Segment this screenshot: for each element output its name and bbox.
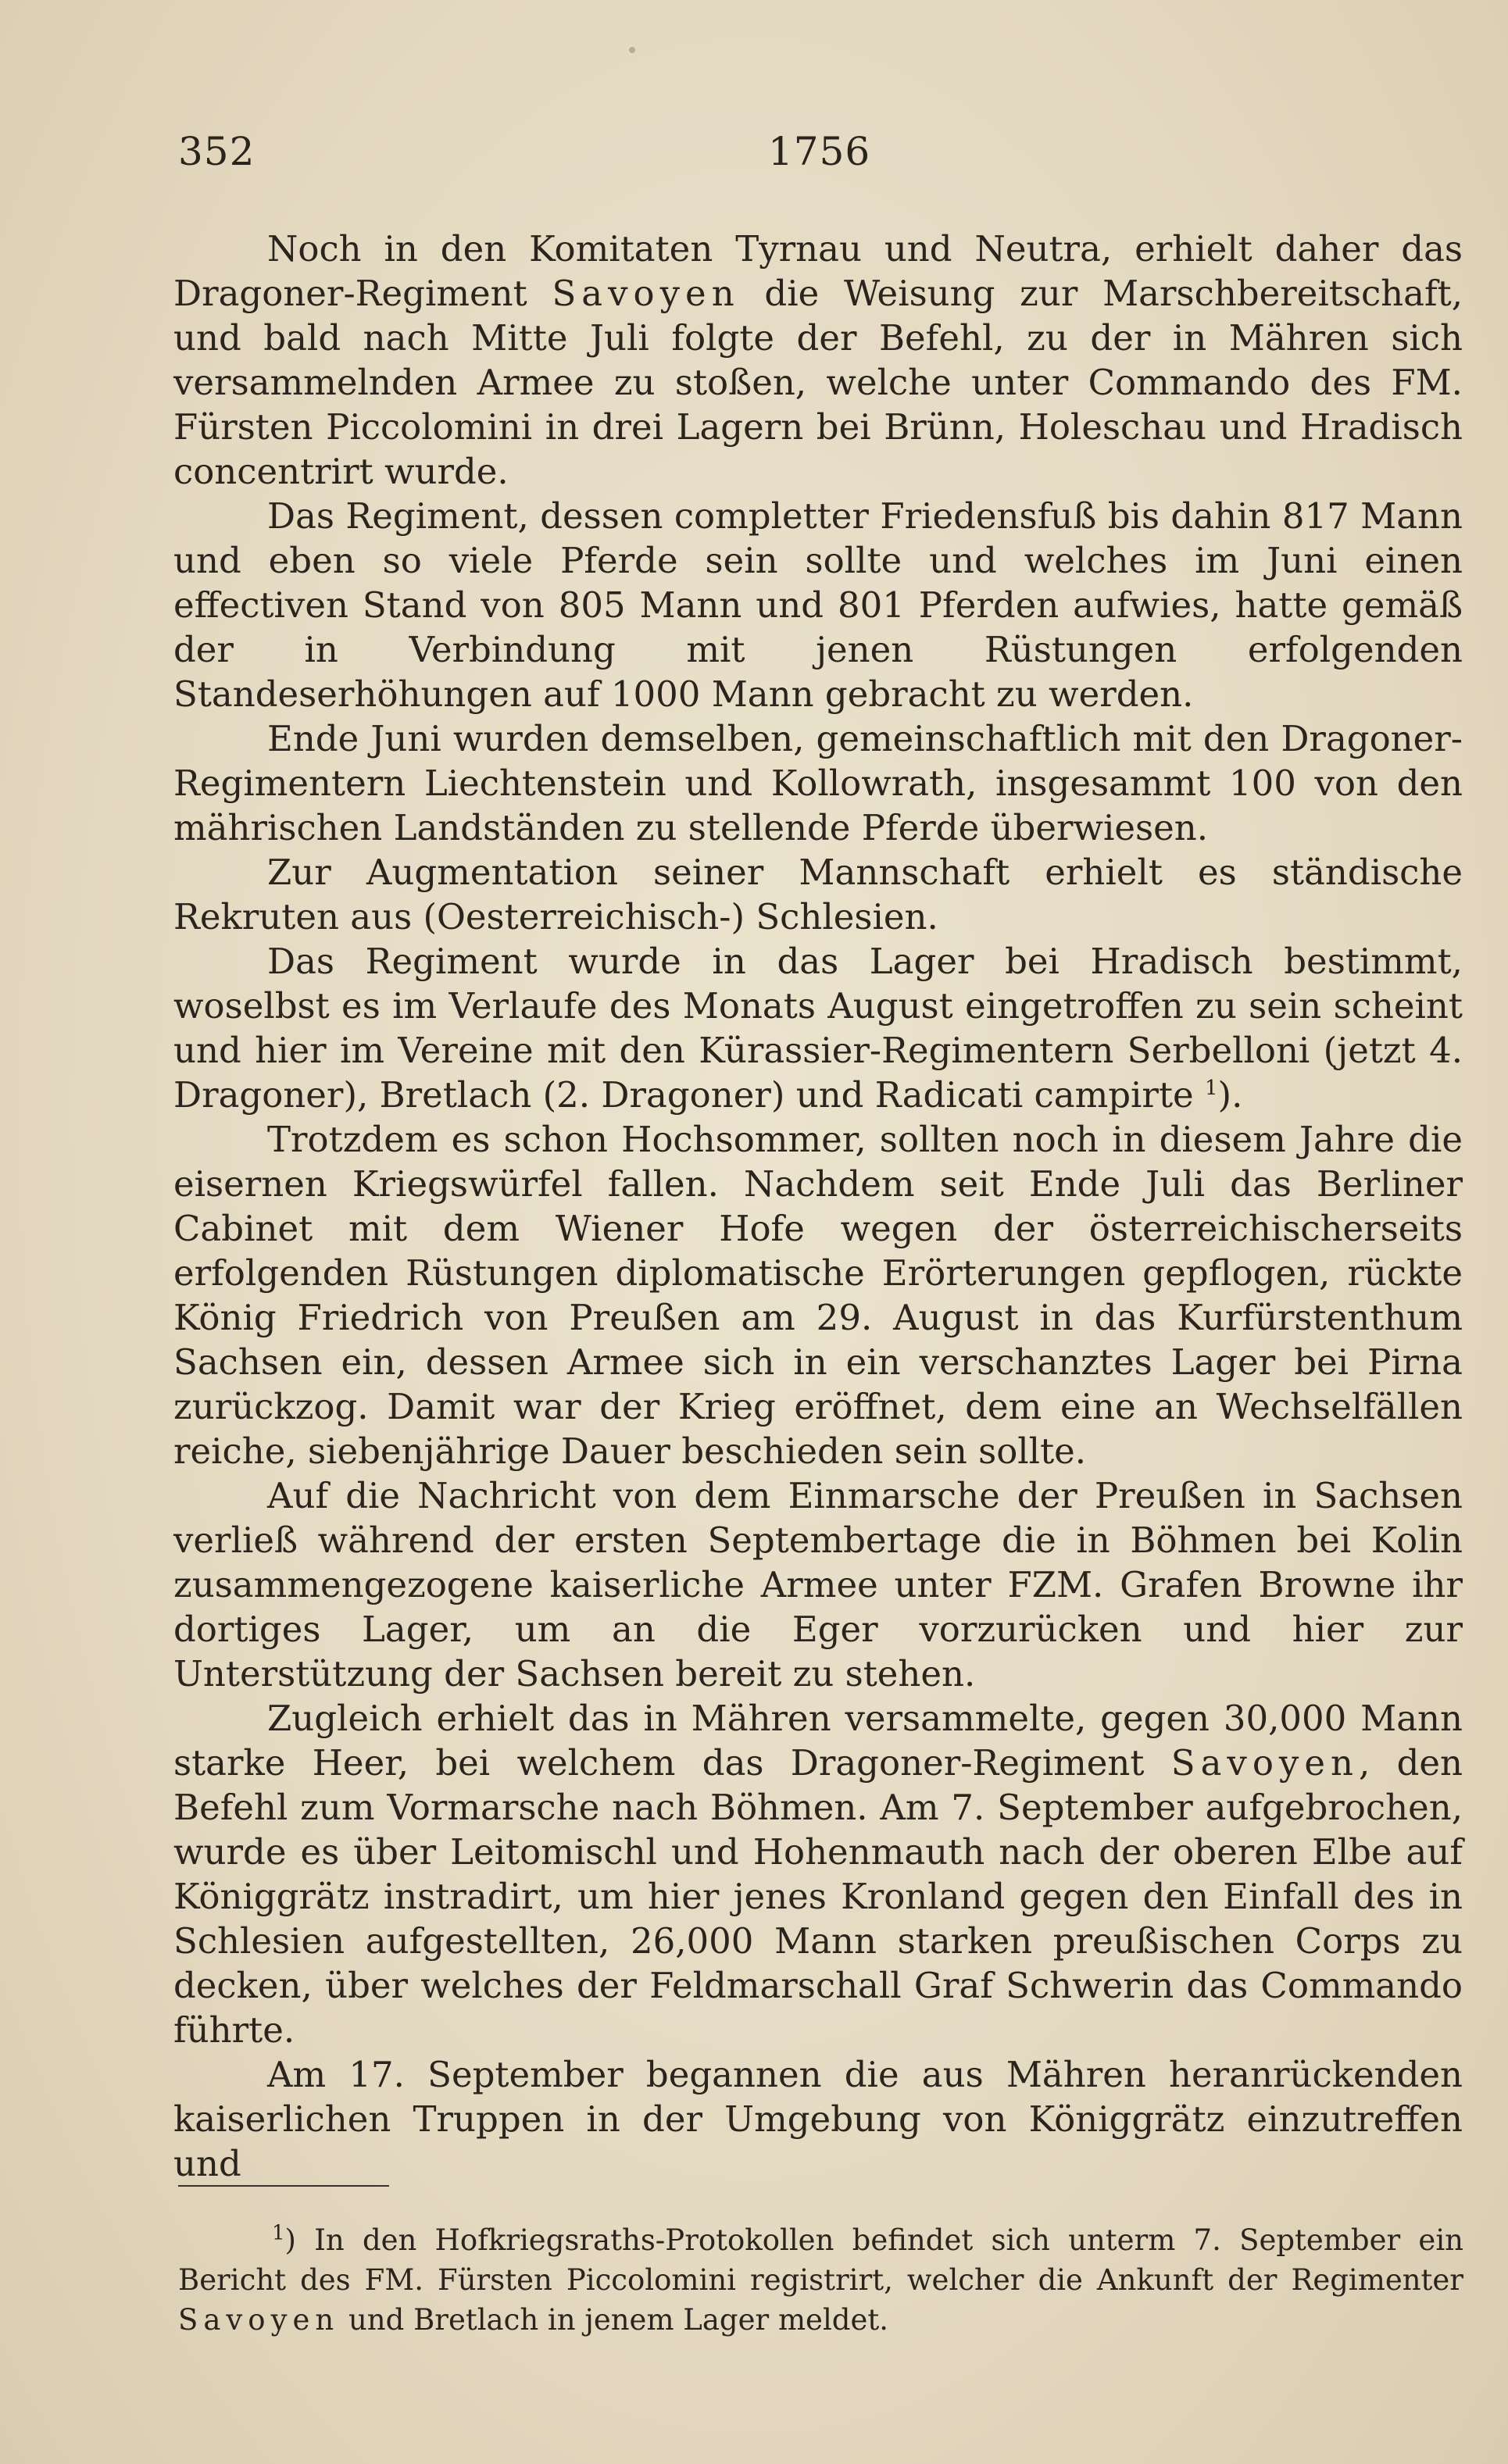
paragraph-1: Noch in den Komitaten Tyrnau und Neutra, erhielt daher das Dragoner-Regiment Savoyen die Weisung zur Marschbereitschaft, und bald nach Mitte Juli folgte der Befehl, zu der in Mähren sich versammelnden Armee zu stoßen, welche unter Commando des FM. Fürsten Piccolomini in drei Lagern bei Brünn, Holeschau und Hradisch concentrirt wurde. [173, 228, 1463, 492]
paragraph-7: Auf die Nachricht von dem Einmarsche der Preußen in Sachsen verließ während der ersten Septembertage die in Böhmen bei Kolin zusammengezogene kaiserliche Armee unter FZM. Grafen Browne ihr dortiges Lager, um an die Eger vorzurücken und hier zur Unterstützung der Sachsen bereit zu stehen. [173, 1475, 1463, 1694]
body-text [173, 227, 1463, 2186]
footnote-reference: 1 [1204, 1077, 1218, 1100]
running-title-year: 1756 [768, 129, 871, 174]
regiment-name: Savoyen [1170, 1742, 1359, 1784]
paragraph-5: Das Regiment wurde in das Lager bei Hradisch bestimmt, woselbst es im Verlaufe des Monats August eingetroffen zu sein scheint und hier im Vereine mit den Kürassier-Regimentern Serbelloni (jetzt 4. Dragoner), Bretlach (2. Dragoner) und Radicati campirte $^1$). [173, 941, 1463, 1116]
paragraph-8: Zugleich erhielt das in Mähren versammelte, gegen 30,000 Mann starke Heer, bei welchem das Dragoner-Regiment Savoyen, den Befehl zum Vormarsche nach Böhmen. Am 7. September aufgebrochen, wurde es über Leitomischl und Hohenmauth nach der oberen Elbe auf Königgrätz instradirt, um hier jenes Kronland gegen den Einfall des in Schlesien aufgestellten, 26,000 Mann starken preußischen Corps zu decken, über welches der Feldmarschall Graf Schwerin das Commando führte. [173, 1698, 1463, 2051]
paragraph-9: Am 17. September begannen die aus Mähren heranrückenden kaiserlichen Truppen in der Umgebung von Königgrätz einzutreffen und [173, 2054, 1463, 2184]
paragraph-4: Zur Augmentation seiner Mannschaft erhielt es ständische Rekruten aus (Oesterreichisch-) Schlesien. [173, 852, 1463, 937]
paragraph-6: Trotzdem es schon Hochsommer, sollten noch in diesem Jahre die eisernen Kriegswürfel fallen. Nachdem seit Ende Juli das Berliner Cabinet mit dem Wiener Hofe wegen der österreichischerseits erfolgenden Rüstungen diplomatische Erörterungen gepflogen, rückte König Friedrich von Preußen am 29. August in das Kurfürstenthum Sachsen ein, dessen Armee sich in ein verschanztes Lager bei Pirna zurückzog. Damit war der Krieg eröffnet, dem eine an Wechselfällen reiche, siebenjährige Dauer beschieden sein sollte. [173, 1119, 1463, 1472]
running-header [178, 129, 1461, 184]
regiment-name: Savoyen [552, 273, 740, 314]
regiment-name: Savoyen [178, 2303, 340, 2337]
footnote-marker: 1 [272, 2221, 285, 2245]
paragraph-2: Das Regiment, dessen completter Friedensfuß bis dahin 817 Mann und eben so viele Pferde sein sollte und welches im Juni einen effectiven Stand von 805 Mann und 801 Pferden aufwies, hatte gemäß der in Verbindung mit jenen Rüstungen erfolgenden Standeserhöhungen auf 1000 Mann gebracht zu werden. [173, 495, 1463, 715]
paper-stain [629, 47, 635, 53]
page-number: 352 [178, 129, 256, 174]
paragraph-3: Ende Juni wurden demselben, gemeinschaftlich mit den Dragoner-Regimentern Liechtenstein und Kollowrath, insgesammt 100 von den mährischen Landständen zu stellende Pferde überwiesen. [173, 718, 1463, 848]
footnote-divider [178, 2185, 389, 2187]
footnote: $^1$) In den Hofkriegsraths-Protokollen befindet sich unterm 7. September ein Bericht des FM. Fürsten Piccolomini registrirt, welcher die Ankunft der Regimenter Savoyen und Bretlach in jenem Lager meldet. [178, 2221, 1463, 2337]
